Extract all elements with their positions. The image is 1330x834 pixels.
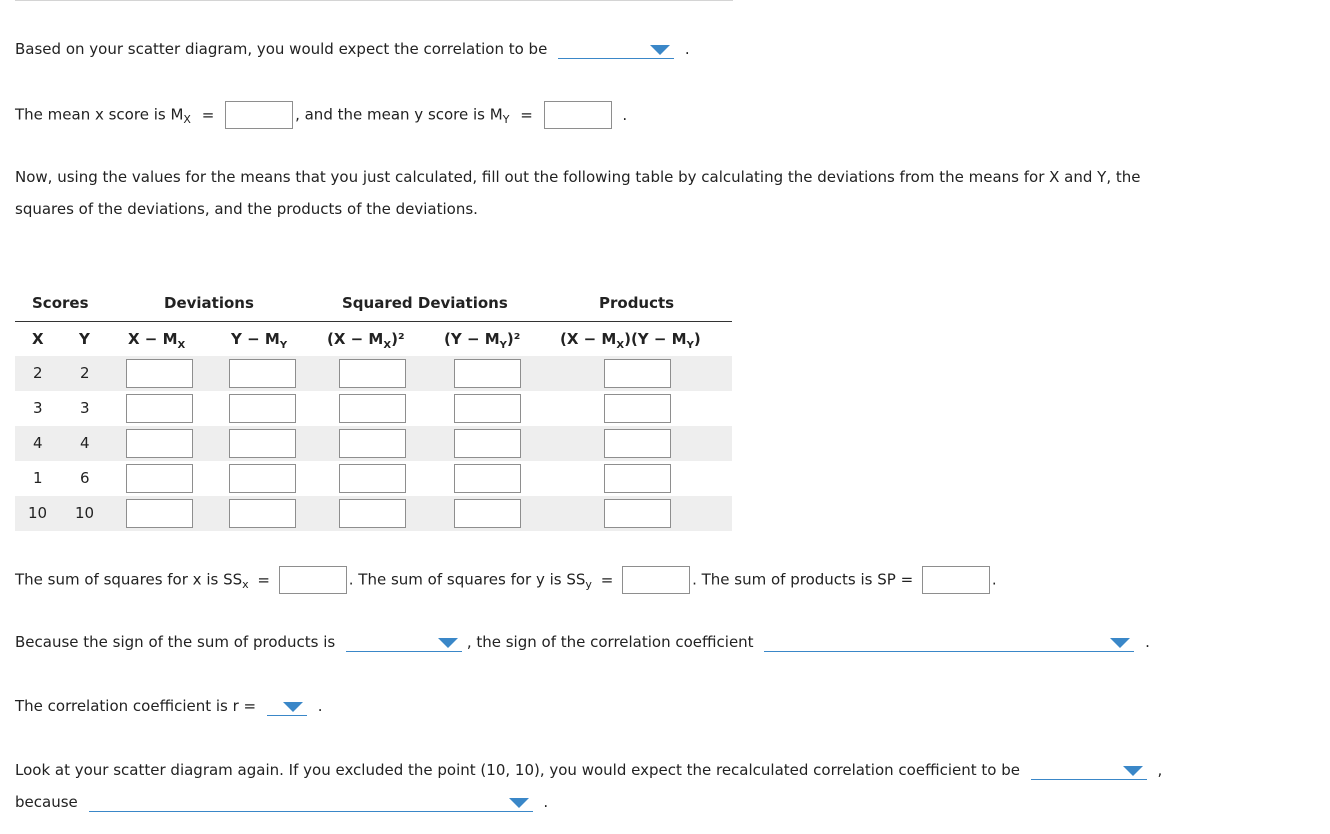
- exclude-point-question: [15, 758, 1162, 782]
- mean-y-subscript: Y: [502, 112, 510, 126]
- x-squared-deviation-input[interactable]: [339, 359, 406, 388]
- y-squared-deviation-input[interactable]: [454, 499, 521, 528]
- because-label: because: [15, 793, 78, 811]
- correlation-expectation-question: [15, 37, 690, 61]
- correlation-coefficient-question: [15, 694, 322, 718]
- comma: ,: [1157, 761, 1163, 779]
- period: .: [684, 40, 690, 58]
- sum-products-sign-dropdown[interactable]: [346, 634, 462, 652]
- chevron-down-icon: [283, 702, 303, 712]
- period: .: [317, 697, 323, 715]
- y-squared-deviation-input[interactable]: [454, 359, 521, 388]
- y-deviation-input[interactable]: [229, 464, 296, 493]
- y-score: 6: [80, 469, 90, 487]
- equals-sign: =: [520, 105, 533, 124]
- means-question: [15, 101, 627, 129]
- product-input[interactable]: [604, 359, 671, 388]
- chevron-down-icon: [509, 798, 529, 808]
- instructions-line-2: squares of the deviations, and the products of the deviations.: [15, 200, 478, 218]
- r-label: The correlation coefficient is r =: [15, 697, 257, 715]
- col-y-dev: $Y - M_Y$: [231, 330, 288, 351]
- mean-x-label: The mean x score is M: [15, 105, 184, 124]
- squared-deviations-header: Squared Deviations: [342, 294, 508, 312]
- y-squared-deviation-input[interactable]: [454, 429, 521, 458]
- table-row: [15, 391, 732, 426]
- sign-sum-products-text: Because the sign of the sum of products is: [15, 633, 336, 651]
- sums-question: [15, 566, 997, 594]
- products-header: Products: [599, 294, 675, 312]
- col-x-dev: $X - M_X$: [128, 330, 186, 351]
- product-input[interactable]: [604, 429, 671, 458]
- product-input[interactable]: [604, 394, 671, 423]
- y-score: 2: [80, 364, 90, 382]
- ssy-subscript: y: [585, 577, 592, 591]
- period: .: [622, 105, 628, 124]
- sp-label: . The sum of products is SP =: [692, 570, 914, 589]
- x-deviation-input[interactable]: [126, 394, 193, 423]
- equals-sign: =: [257, 570, 270, 589]
- y-deviation-input[interactable]: [229, 359, 296, 388]
- y-deviation-input[interactable]: [229, 499, 296, 528]
- x-score: 4: [33, 434, 43, 452]
- table-row: [15, 496, 732, 531]
- y-deviation-input[interactable]: [229, 394, 296, 423]
- correlation-expectation-dropdown[interactable]: [558, 41, 674, 59]
- sign-question: [15, 630, 1150, 654]
- x-squared-deviation-input[interactable]: [339, 464, 406, 493]
- equals-sign: =: [600, 570, 614, 589]
- chevron-down-icon: [650, 45, 670, 55]
- x-squared-deviation-input[interactable]: [339, 394, 406, 423]
- x-deviation-input[interactable]: [126, 464, 193, 493]
- period: .: [1145, 633, 1150, 651]
- table-row: [15, 356, 732, 391]
- col-x-dev-squared: $(X - M_X)^2$: [327, 330, 405, 351]
- ssx-label: The sum of squares for x is SS: [15, 570, 243, 589]
- col-products: $(X - M_X)(Y - M_Y)$: [560, 330, 701, 351]
- x-score: 1: [33, 469, 43, 487]
- sign-correlation-text: , the sign of the correlation coefficient: [466, 633, 754, 651]
- product-input[interactable]: [604, 499, 671, 528]
- x-squared-deviation-input[interactable]: [339, 429, 406, 458]
- col-x: X: [32, 330, 44, 348]
- because-dropdown[interactable]: [89, 794, 533, 812]
- chevron-down-icon: [1123, 766, 1143, 776]
- table-row: [15, 461, 732, 496]
- x-deviation-input[interactable]: [126, 429, 193, 458]
- header-divider: [15, 321, 732, 322]
- x-score: 3: [33, 399, 43, 417]
- mean-y-label: , and the mean y score is M: [295, 105, 503, 124]
- x-squared-deviation-input[interactable]: [339, 499, 406, 528]
- exclude-point-text: Look at your scatter diagram again. If you excluded the point (10, 10), you would expect the recalculated correlation coefficient to be: [15, 761, 1020, 779]
- scores-header: Scores: [32, 294, 89, 312]
- col-y-dev-squared: $(Y - M_Y)^2$: [444, 330, 521, 351]
- correlation-expectation-text: Based on your scatter diagram, you would expect the correlation to be: [15, 40, 548, 58]
- product-input[interactable]: [604, 464, 671, 493]
- x-score: 2: [33, 364, 43, 382]
- r-value-dropdown[interactable]: [267, 698, 307, 716]
- recalculated-correlation-dropdown[interactable]: [1031, 762, 1147, 780]
- y-deviation-input[interactable]: [229, 429, 296, 458]
- y-score: 10: [75, 504, 95, 522]
- x-deviation-input[interactable]: [126, 499, 193, 528]
- x-deviation-input[interactable]: [126, 359, 193, 388]
- y-score: 3: [80, 399, 90, 417]
- mean-x-input[interactable]: [225, 101, 293, 129]
- ssy-label: . The sum of squares for y is SS: [348, 570, 586, 589]
- mean-y-input[interactable]: [544, 101, 612, 129]
- sp-input[interactable]: [922, 566, 990, 594]
- because-line: [15, 790, 548, 814]
- chevron-down-icon: [1110, 638, 1130, 648]
- equals-sign: =: [201, 105, 215, 124]
- period: .: [991, 570, 997, 589]
- table-row: [15, 426, 732, 461]
- y-squared-deviation-input[interactable]: [454, 464, 521, 493]
- col-y: Y: [79, 330, 90, 348]
- ssy-input[interactable]: [622, 566, 690, 594]
- y-score: 4: [80, 434, 90, 452]
- mean-x-subscript: X: [183, 112, 191, 126]
- top-divider: [15, 0, 733, 1]
- chevron-down-icon: [438, 638, 458, 648]
- correlation-sign-dropdown[interactable]: [764, 634, 1134, 652]
- instructions-line-1: Now, using the values for the means that you just calculated, fill out the following table by calculating the deviations from the means for X and Y, the: [15, 168, 1141, 186]
- ssx-subscript: x: [242, 577, 249, 591]
- y-squared-deviation-input[interactable]: [454, 394, 521, 423]
- deviations-header: Deviations: [164, 294, 254, 312]
- period: .: [543, 793, 549, 811]
- x-score: 10: [28, 504, 48, 522]
- ssx-input[interactable]: [279, 566, 347, 594]
